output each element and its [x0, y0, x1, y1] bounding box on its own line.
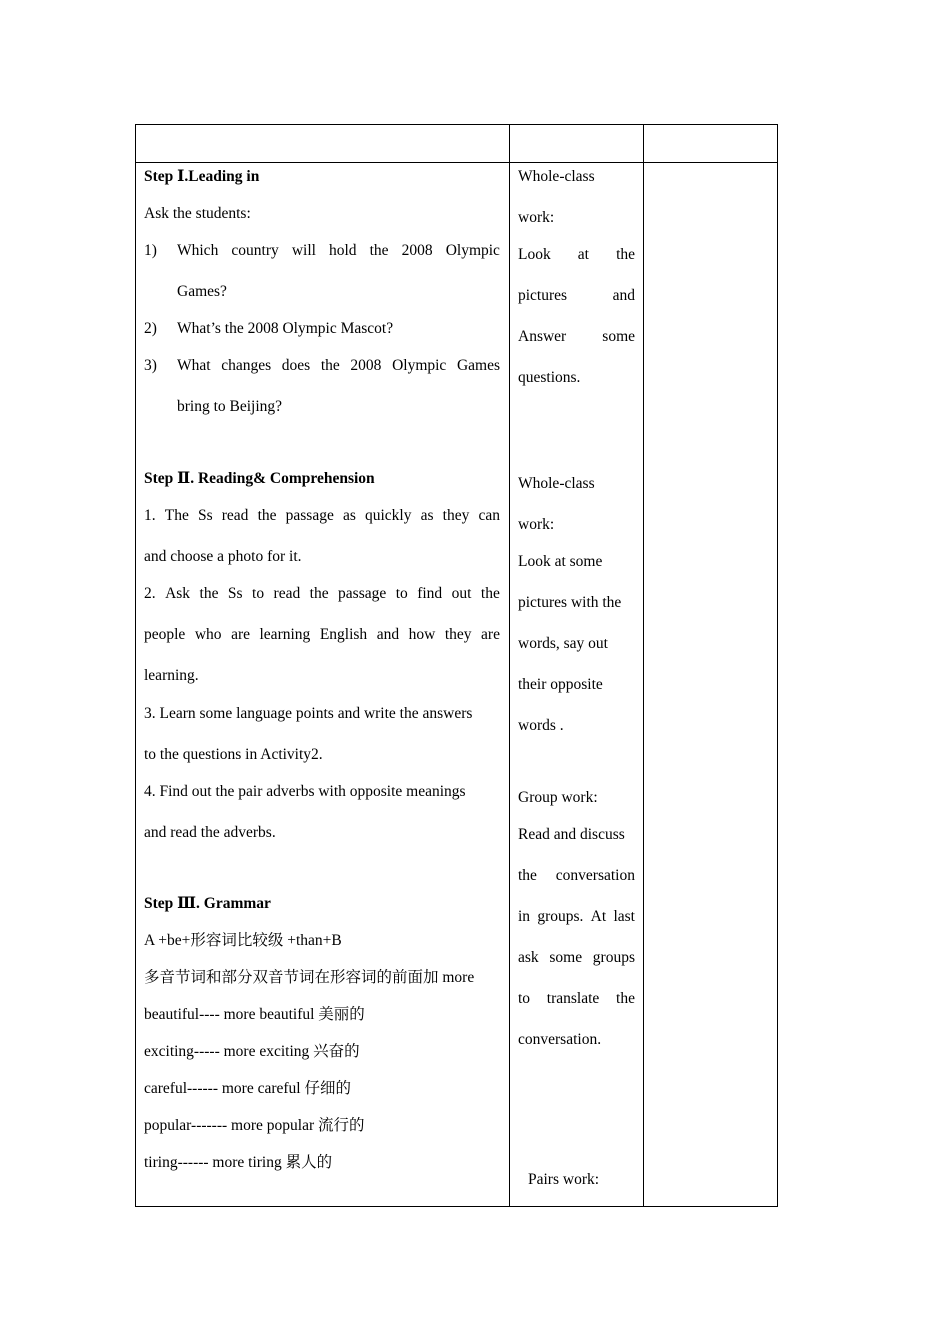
step1-q2-number: 2) — [144, 320, 157, 337]
activity-a-line-5: Answer some — [518, 328, 635, 345]
step1-title: Step Ⅰ.Leading in — [144, 168, 260, 185]
activity-b-line-6: their opposite — [518, 676, 603, 693]
step3-line-5: careful------ more careful 仔细的 — [144, 1080, 351, 1097]
step1-q1-line: Which country will hold the 2008 Olympic — [177, 242, 500, 259]
header-cell-2 — [510, 125, 644, 163]
step3-line-1: A +be+形容词比较级 +than+B — [144, 932, 342, 949]
content-row — [136, 163, 778, 1207]
step2-line-6: 3. Learn some language points and write the answers — [144, 705, 473, 722]
activity-c-line-7: conversation. — [518, 1031, 602, 1048]
step2-line-4: people who are learning English and how they are — [144, 626, 500, 643]
step2-line-5: learning. — [144, 667, 199, 684]
step3-line-4: exciting----- more exciting 兴奋的 — [144, 1043, 360, 1060]
step1-q1-number: 1) — [144, 242, 157, 259]
activity-b-line-3: Look at some — [518, 553, 603, 570]
step3-line-7: tiring------ more tiring 累人的 — [144, 1154, 333, 1171]
notes-cell — [644, 163, 778, 1207]
activity-a-line-1: Whole-class — [518, 168, 595, 185]
step1-q1-continuation: Games? — [177, 283, 227, 300]
step1-q3-line: What changes does the 2008 Olympic Games — [177, 357, 500, 374]
step2-line-9: and read the adverbs. — [144, 824, 276, 841]
activity-d-line-1: Pairs work: — [528, 1171, 600, 1188]
activity-a-line-3: Look at the — [518, 246, 635, 263]
step3-line-3: beautiful---- more beautiful 美丽的 — [144, 1006, 365, 1023]
activity-b-line-2: work: — [518, 516, 555, 533]
header-cell-1 — [136, 125, 510, 163]
activity-b-line-1: Whole-class — [518, 475, 595, 492]
activity-c-line-3: the conversation — [518, 867, 635, 884]
step2-line-8: 4. Find out the pair adverbs with opposite meanings — [144, 783, 466, 800]
activity-c-line-5: ask some groups — [518, 949, 635, 966]
activity-c-line-6: to translate the — [518, 990, 635, 1007]
activity-c-line-2: Read and discuss — [518, 826, 625, 843]
activity-c-line-4: in groups. At last — [518, 908, 635, 925]
header-row — [136, 125, 778, 163]
activity-a-line-4: pictures and — [518, 287, 635, 304]
step2-line-3: 2. Ask the Ss to read the passage to find out the — [144, 585, 500, 602]
activity-b-line-7: words . — [518, 717, 564, 734]
activity-a-line-6: questions. — [518, 369, 581, 386]
activity-b-line-4: pictures with the — [518, 594, 622, 611]
step1-q3-continuation: bring to Beijing? — [177, 398, 283, 415]
step3-title: Step Ⅲ. Grammar — [144, 895, 271, 912]
activity-a-line-2: work: — [518, 209, 555, 226]
activity-c-line-1: Group work: — [518, 789, 598, 806]
teacher-activity-cell — [136, 163, 510, 1207]
student-activity-cell — [510, 163, 644, 1207]
step1-intro: Ask the students: — [144, 205, 251, 222]
step1-q2-line: What’s the 2008 Olympic Mascot? — [177, 320, 394, 337]
step2-line-1: 1. The Ss read the passage as quickly as they can — [144, 507, 500, 524]
step2-line-2: and choose a photo for it. — [144, 548, 302, 565]
step3-line-2: 多音节词和部分双音节词在形容词的前面加 more — [144, 969, 475, 986]
step2-title: Step Ⅱ. Reading& Comprehension — [144, 470, 375, 487]
step3-line-6: popular------- more popular 流行的 — [144, 1117, 365, 1134]
header-cell-3 — [644, 125, 778, 163]
lesson-plan-table — [135, 124, 778, 1207]
step2-line-7: to the questions in Activity2. — [144, 746, 323, 763]
activity-b-line-5: words, say out — [518, 635, 608, 652]
step1-q3-number: 3) — [144, 357, 157, 374]
